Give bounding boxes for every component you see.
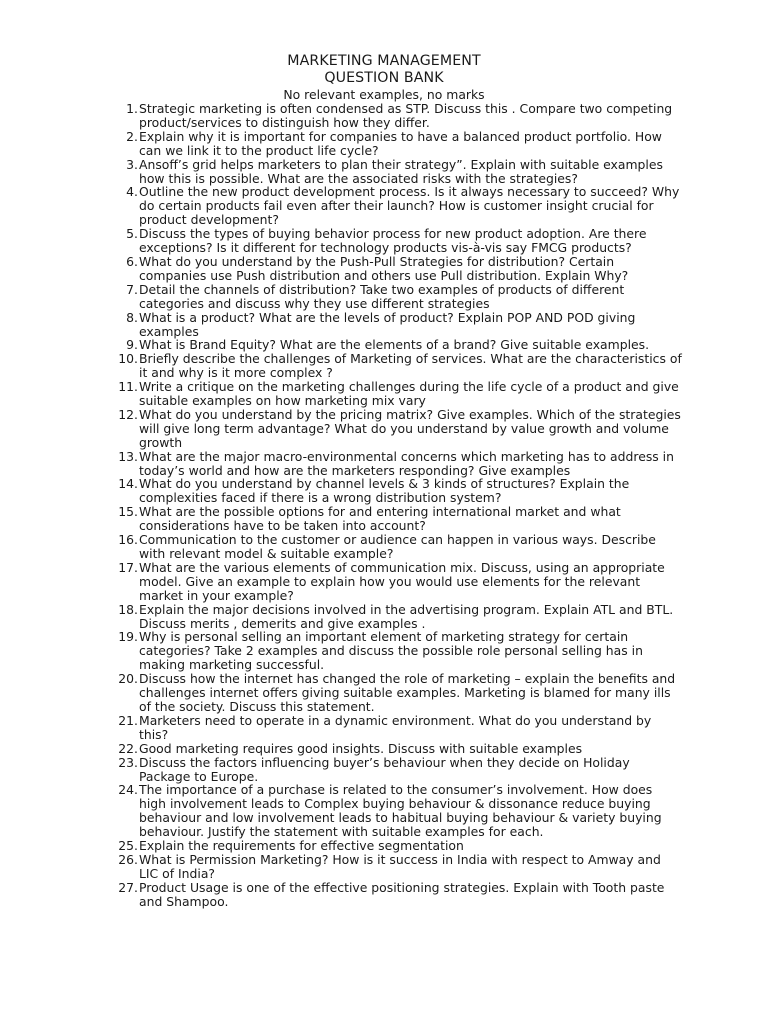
question-text: What do you understand by the Push-Pull Strategies for distribution? Certain companies use Push distribution and others use Pull distribution. Explain Why? xyxy=(139,253,629,283)
question-number: 22. xyxy=(118,740,138,756)
question-number: 21. xyxy=(118,712,138,728)
question-item xyxy=(112,102,682,130)
question-item xyxy=(112,352,682,380)
question-item xyxy=(112,561,682,603)
question-text: Detail the channels of distribution? Take two examples of products of different categories and discuss why they use different strategies xyxy=(139,281,625,311)
question-item xyxy=(112,881,682,909)
question-number: 24. xyxy=(118,782,138,798)
question-item xyxy=(112,283,682,311)
question-number: 1. xyxy=(126,101,138,116)
question-text: Product Usage is one of the effective positioning strategies. Explain with Tooth paste and Shampoo. xyxy=(139,879,665,909)
question-number: 26. xyxy=(118,851,138,867)
question-item xyxy=(112,714,682,742)
question-number: 25. xyxy=(118,838,138,854)
document-note: No relevant examples, no marks xyxy=(283,87,485,102)
question-number: 19. xyxy=(118,629,138,645)
question-item xyxy=(112,185,682,227)
question-item xyxy=(112,505,682,533)
question-text: Discuss how the internet has changed the role of marketing – explain the benefits and challenges internet offers giving suitable examples. Marketing is blamed for many ills of the society. Discuss this statement. xyxy=(139,671,676,714)
question-item xyxy=(112,130,682,158)
question-item xyxy=(112,533,682,561)
question-item xyxy=(112,450,682,478)
question-text: Ansoff’s grid helps marketers to plan their strategy”. Explain with suitable examples how this is possible. What are the associated risks with the strategies? xyxy=(139,156,663,186)
question-item xyxy=(112,756,682,784)
question-number: 16. xyxy=(118,532,138,548)
question-text: What do you understand by the pricing matrix? Give examples. Which of the strategies will give long term advantage? What do you understand by value growth and volume growth xyxy=(139,406,681,450)
question-item xyxy=(112,477,682,505)
question-text: Discuss the factors influencing buyer’s behaviour when they decide on Holiday Package to Europe. xyxy=(139,754,630,784)
question-text: Why is personal selling an important element of marketing strategy for certain categories? Take 2 examples and discuss the possible role personal selling has in making marketing successful. xyxy=(139,629,643,673)
question-item xyxy=(112,255,682,283)
question-number: 8. xyxy=(126,309,138,325)
question-item xyxy=(112,338,682,352)
question-text: What is Brand Equity? What are the elements of a brand? Give suitable examples. xyxy=(139,337,650,353)
question-text: What is a product? What are the levels of product? Explain POP AND POD giving examples xyxy=(139,309,636,339)
question-item xyxy=(112,630,682,672)
question-item xyxy=(112,380,682,408)
question-text: Explain why it is important for companies to have a balanced product portfolio. How can we link it to the product life cycle? xyxy=(139,128,662,158)
question-number: 2. xyxy=(126,128,138,144)
question-number: 14. xyxy=(118,476,138,492)
document-header xyxy=(0,53,768,103)
question-item xyxy=(112,839,682,853)
question-item xyxy=(112,783,682,839)
question-number: 3. xyxy=(126,156,138,172)
question-text: What are the various elements of communication mix. Discuss, using an appropriate model. Give an example to explain how you would use elements for the relevant market in your example? xyxy=(139,559,665,603)
question-text: Marketers need to operate in a dynamic environment. What do you understand by this? xyxy=(139,712,652,742)
question-number: 9. xyxy=(126,337,138,353)
question-text: Good marketing requires good insights. Discuss with suitable examples xyxy=(139,740,583,756)
question-item xyxy=(112,672,682,714)
question-number: 15. xyxy=(118,504,138,520)
question-number: 10. xyxy=(118,351,138,367)
question-item xyxy=(112,853,682,881)
question-text: Explain the requirements for effective segmentation xyxy=(139,838,464,854)
question-text: Outline the new product development process. Is it always necessary to succeed? Why do certain products fail even after their launch? How is customer insight crucial for product development? xyxy=(139,184,680,228)
question-item xyxy=(112,311,682,339)
question-text: Explain the major decisions involved in the advertising program. Explain ATL and BTL. Discuss merits , demerits and give examples . xyxy=(139,601,674,631)
question-number: 12. xyxy=(118,406,138,422)
question-item xyxy=(112,227,682,255)
document-subtitle-heading: QUESTION BANK xyxy=(324,70,444,86)
question-number: 6. xyxy=(126,253,138,269)
question-text: What are the possible options for and entering international market and what considerations have to be taken into account? xyxy=(139,504,621,534)
question-text: Discuss the types of buying behavior process for new product adoption. Are there exceptions? Is it different for technology products vis-à-vis say FMCG products? xyxy=(139,226,647,256)
question-number: 17. xyxy=(118,559,138,575)
question-number: 23. xyxy=(118,754,138,770)
question-item xyxy=(112,408,682,450)
question-number: 5. xyxy=(126,226,138,242)
question-text: The importance of a purchase is related to the consumer’s involvement. How does high involvement leads to Complex buying behaviour & dissonance reduce buying behaviour and low involvement leads to habitual buying behaviour & variety buying behaviour. Justify the statement with suitable examples for each. xyxy=(139,782,662,840)
question-number: 4. xyxy=(126,184,138,200)
question-number: 18. xyxy=(118,601,138,617)
question-number: 13. xyxy=(118,448,138,464)
question-number: 27. xyxy=(118,879,138,895)
question-text: Strategic marketing is often condensed as STP. Discuss this . Compare two competing product/services to distinguish how they differ. xyxy=(139,101,673,130)
question-text: Communication to the customer or audience can happen in various ways. Describe with relevant model & suitable example? xyxy=(139,532,656,561)
question-text: Briefly describe the challenges of Marketing of services. What are the characteristics of it and why is it more complex ? xyxy=(139,351,682,381)
question-text: What do you understand by channel levels & 3 kinds of structures? Explain the complexities faced if there is a wrong distribution system? xyxy=(139,476,630,506)
question-number: 7. xyxy=(126,281,138,297)
question-text: What are the major macro-environmental concerns which marketing has to address in today’s world and how are the marketers responding? Give examples xyxy=(139,448,674,478)
question-number: 11. xyxy=(118,379,138,395)
question-number: 20. xyxy=(118,671,138,687)
question-item xyxy=(112,742,682,756)
document-title: MARKETING MANAGEMENT xyxy=(287,53,481,69)
question-text: What is Permission Marketing? How is it success in India with respect to Amway and LIC of India? xyxy=(139,851,661,881)
question-text: Write a critique on the marketing challenges during the life cycle of a product and give suitable examples on how marketing mix vary xyxy=(139,379,679,409)
question-list xyxy=(112,102,682,909)
question-item xyxy=(112,158,682,186)
question-item xyxy=(112,603,682,631)
